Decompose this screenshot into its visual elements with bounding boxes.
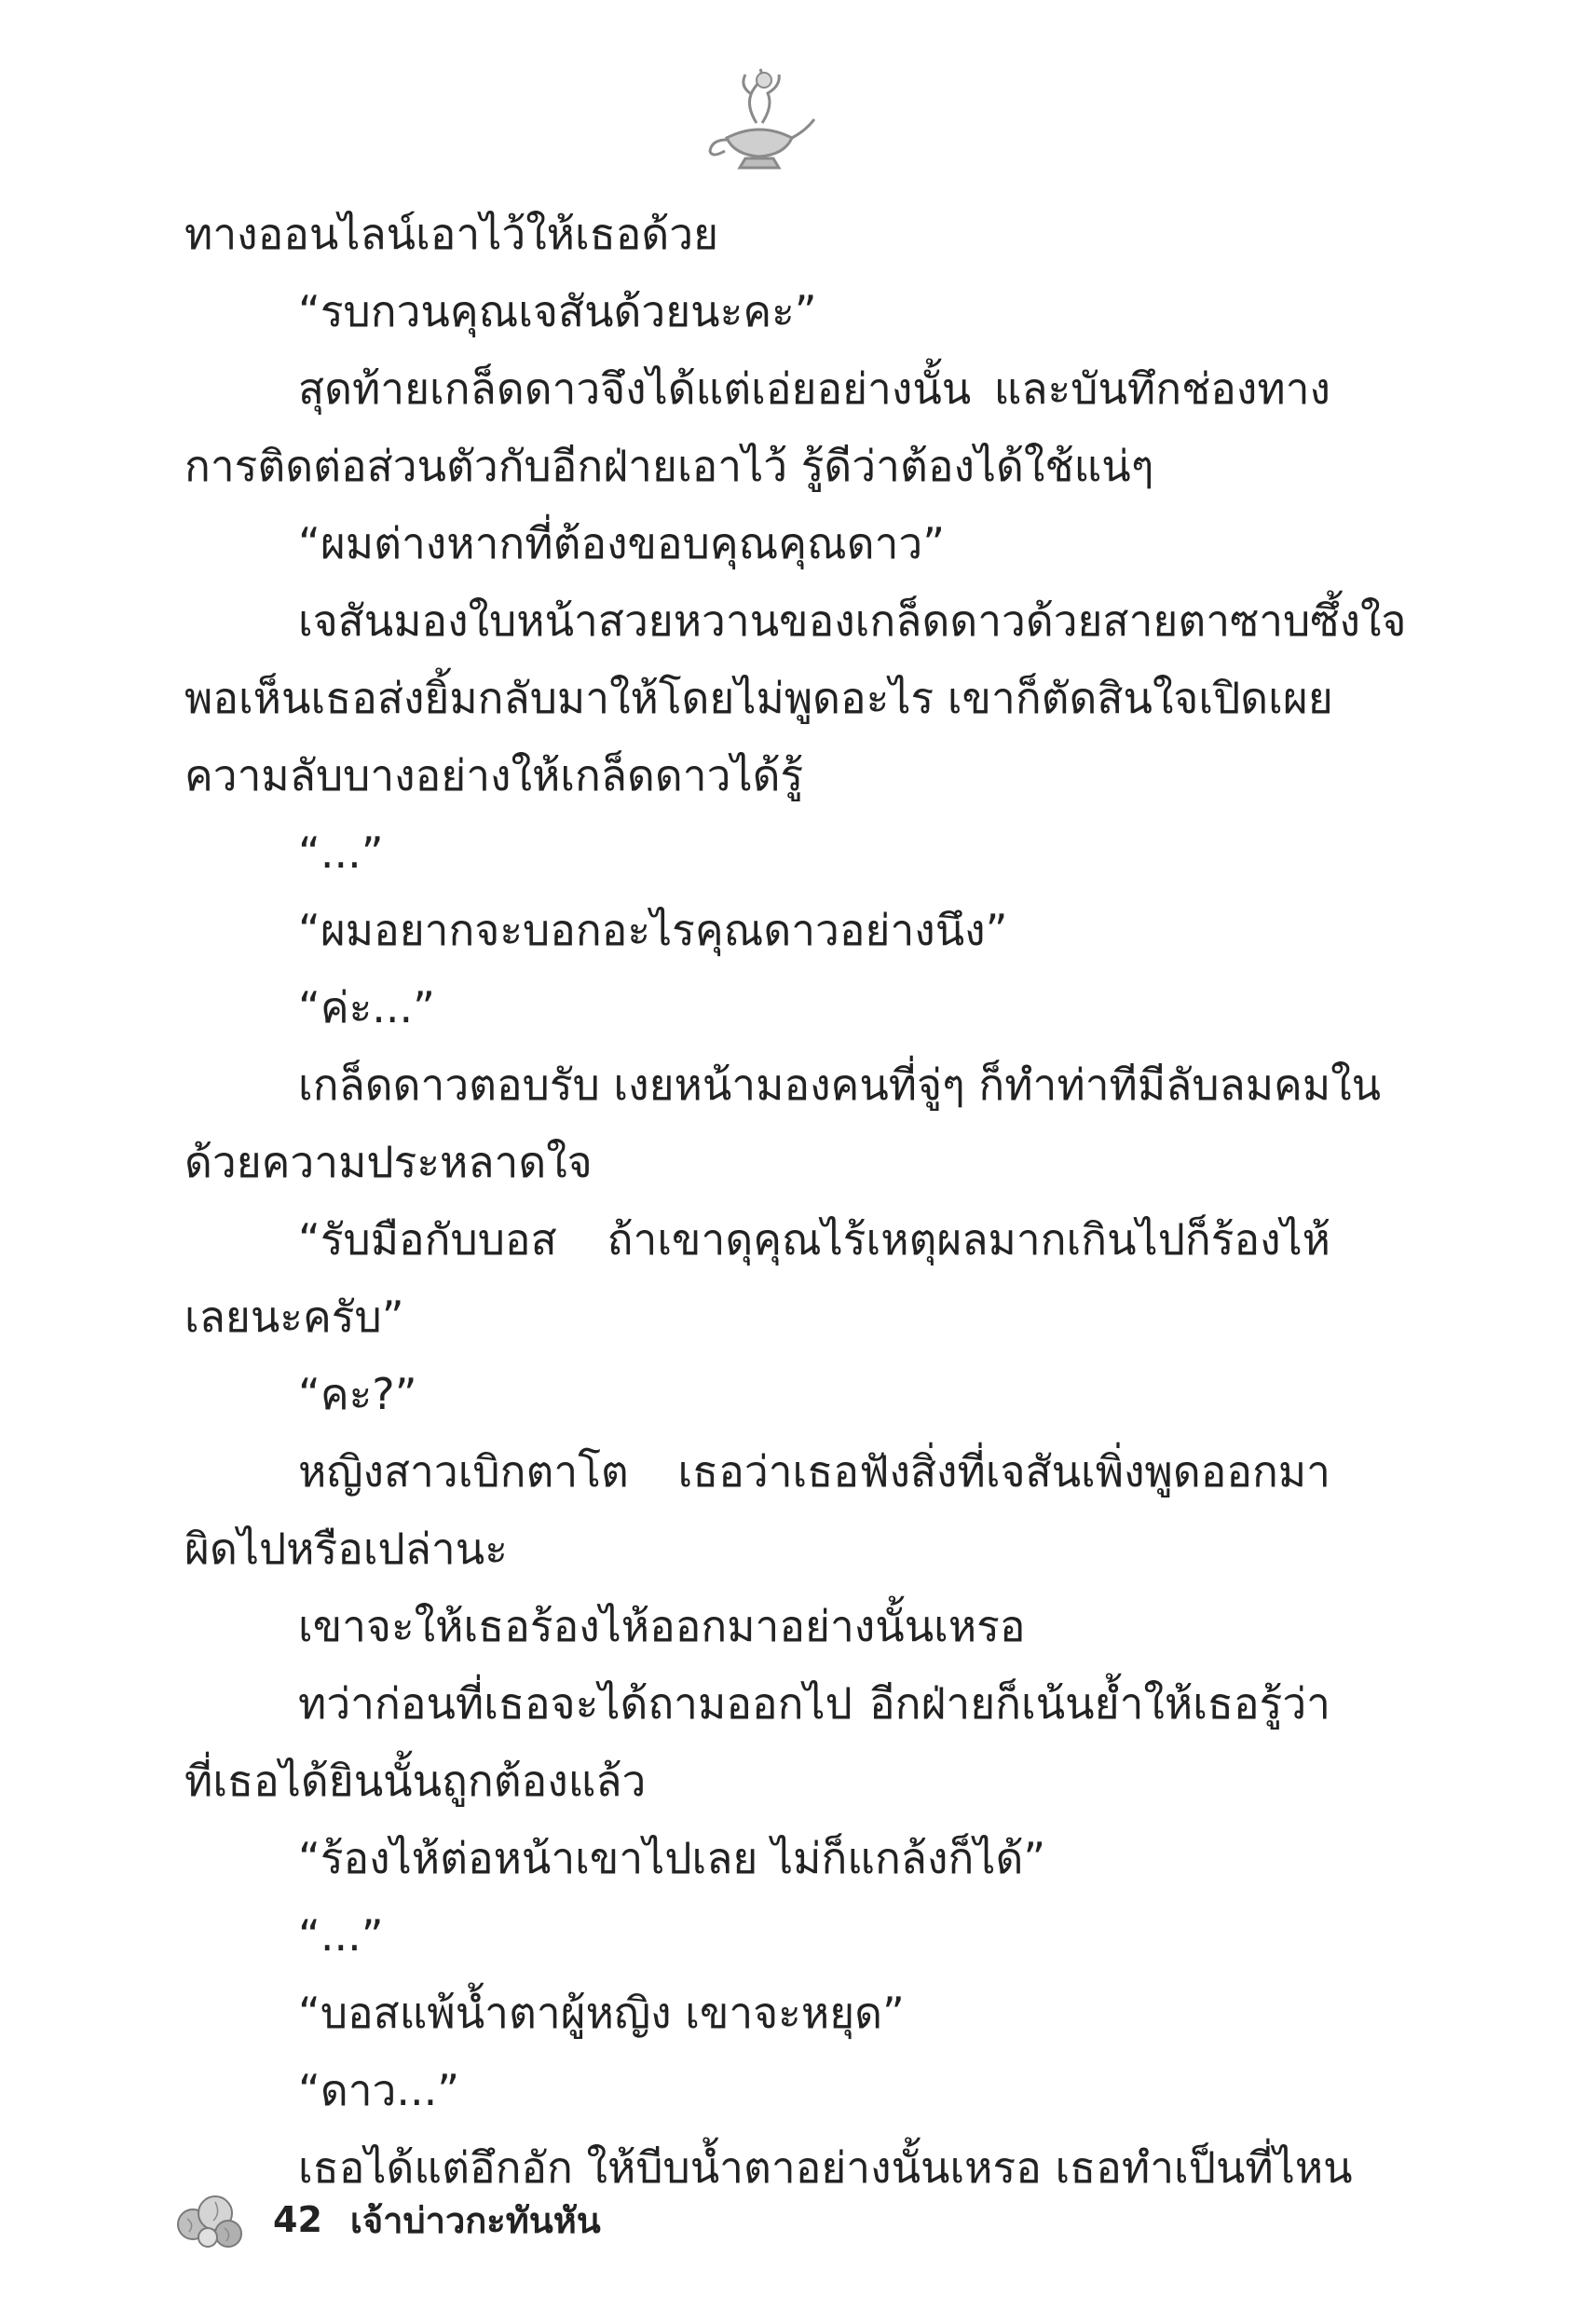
text-line: “ดาว...” [298,2065,460,2115]
text-line: “ผมต่างหากที่ต้องขอบคุณคุณดาว” [298,518,946,568]
text-line: “ผมอยากจะบอกอะไรคุณดาวอย่างนึง” [298,905,1008,955]
text-line: การติดต่อส่วนตัวกับอีกฝ่ายเอาไว้ รู้ดีว่าต้องได้ใช้แน่ๆ [184,441,1154,491]
text-line: ทางออนไลน์เอาไว้ให้เธอด้วย [184,209,719,259]
text-line: “รับมือกับบอส ถ้าเขาดุคุณไร้เหตุผลมากเกินไปก็ร้องไห้ [298,1214,1330,1265]
book-title: เจ้าบ่าวกะทันหัน [349,2199,601,2241]
text-line: ผิดไปหรือเปล่านะ [184,1524,508,1574]
flower-ornament-icon [172,2187,247,2252]
text-line: “ค่ะ...” [298,982,436,1032]
page-number: 42 [273,2199,322,2240]
text-line: “...” [298,1910,384,1961]
text-line: “บอสแพ้น้ำตาผู้หญิง เขาจะหยุด” [298,1988,905,2038]
text-line: เลยนะครับ” [184,1292,404,1342]
genie-lamp-icon [699,65,820,177]
text-line: เธอได้แต่อึกอัก ให้บีบน้ำตาอย่างนั้นเหรอ เธอทำเป็นที่ไหน [298,2142,1353,2193]
text-line: “คะ?” [298,1369,417,1419]
text-line: สุดท้ายเกล็ดดาวจึงได้แต่เอ่ยอย่างนั้น และบันทึกช่องทาง [298,363,1330,414]
text-line: เกล็ดดาวตอบรับ เงยหน้ามองคนที่จู่ๆ ก็ทำท่าทีมีลับลมคมใน [298,1060,1382,1110]
text-line: หญิงสาวเบิกตาโต เธอว่าเธอฟังสิ่งที่เจสันเพิ่งพูดออกมา [298,1446,1330,1497]
text-line: เขาจะให้เธอร้องไห้ออกมาอย่างนั้นเหรอ [298,1601,1026,1651]
text-line: พอเห็นเธอส่งยิ้มกลับมาให้โดยไม่พูดอะไร เขาก็ตัดสินใจเปิดเผย [184,673,1333,723]
text-line: เจสันมองใบหน้าสวยหวานของเกล็ดดาวด้วยสายตาซาบซึ้งใจ [298,595,1407,646]
page-footer [172,2182,601,2257]
text-line: “รบกวนคุณเจสันด้วยนะคะ” [298,286,817,336]
text-line: ด้วยความประหลาดใจ [184,1137,593,1187]
text-line: “...” [298,827,384,878]
text-line: “ร้องไห้ต่อหน้าเขาไปเลย ไม่ก็แกล้งก็ได้” [298,1833,1046,1883]
text-line: ที่เธอได้ยินนั้นถูกต้องแล้ว [184,1756,647,1806]
text-line: ความลับบางอย่างให้เกล็ดดาวได้รู้ [184,750,804,800]
text-line: ทว่าก่อนที่เธอจะได้ถามออกไป อีกฝ่ายก็เน้นย้ำให้เธอรู้ว่า [298,1678,1330,1729]
